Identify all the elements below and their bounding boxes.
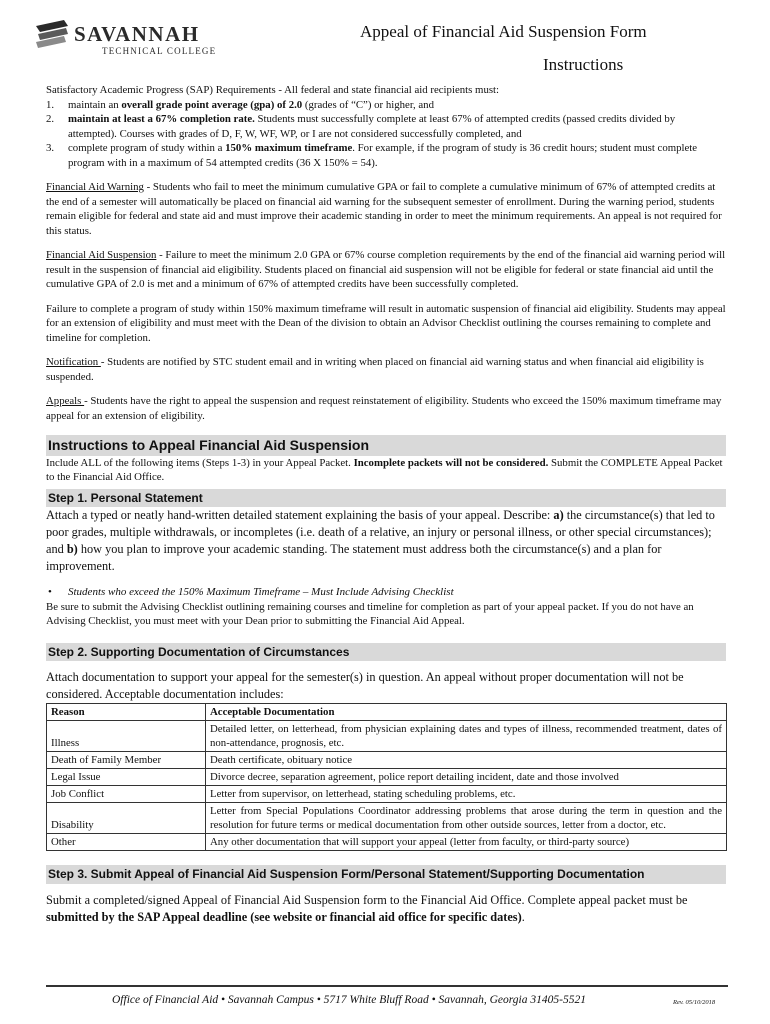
requirement-emphasis: maintain at least a 67% completion rate.	[68, 113, 255, 125]
table-cell-documentation: Letter from supervisor, on letterhead, stating scheduling problems, etc.	[206, 786, 727, 803]
table-cell-reason: Other	[47, 834, 206, 851]
table-row	[47, 786, 727, 803]
spacer	[46, 884, 726, 892]
college-logo	[34, 14, 224, 64]
list-number: 3.	[46, 142, 55, 154]
spacer	[46, 575, 726, 585]
spacer	[46, 384, 726, 394]
form-title: Appeal of Financial Aid Suspension Form	[360, 22, 647, 41]
appeals-label: Appeals	[46, 395, 85, 407]
financial-aid-suspension-text: - Failure to meet the minimum 2.0 GPA or 67% course completion requirements by the end of the financial aid warning period will result in the suspension of financial aid eligibility. Students placed on financial aid suspension will not be eligible for federal or state financial aid until the cumulative GPA of 2.0 is met and a minimum of 67% of attempted credits have been successfully completed.	[46, 249, 726, 290]
table-cell-documentation: Letter from Special Populations Coordinator addressing problems that arose during the term in question and the resolution for future terms or medical documentation from other outside sources, letter from a doctor, etc.	[206, 803, 727, 834]
financial-aid-warning-text: - Students who fail to meet the minimum cumulative GPA or fail to complete a cumulative minimum of 67% of attempted credits at the end of a semester will automatically be placed on financial aid warning for the subsequent semester of enrollment. During the warning period, students remain eligible for federal and state aid and must improve their academic standing in order to meet the minimum requirements. An appeal is not required for this status.	[46, 181, 722, 237]
step1-paragraph	[46, 507, 726, 575]
table-cell-documentation: Any other documentation that will support your appeal (letter from faculty, or third-party source)	[206, 834, 727, 851]
step1-text: Attach a typed or neatly hand-written detailed statement explaining the basis of your appeal. Describe:	[46, 508, 554, 522]
college-logo-subtitle: TECHNICAL COLLEGE	[102, 46, 217, 56]
spacer	[46, 423, 726, 431]
requirement-text: . For example, if the program of study is 36 credit hours; student must complete program with in a maximum of 54 attempted credits (36 X 150% = 54).	[68, 142, 698, 169]
step1-text: how you plan to improve your academic standing. The statement must address both the circumstance(s) and a plan for improvement.	[46, 542, 662, 573]
bullet-icon: •	[48, 586, 52, 598]
financial-aid-suspension-label: Financial Aid Suspension	[46, 249, 157, 261]
form-subtitle: Instructions	[543, 55, 624, 74]
financial-aid-suspension-paragraph	[46, 248, 726, 292]
table-cell-documentation: Death certificate, obituary notice	[206, 752, 727, 769]
form-body	[46, 83, 726, 926]
step2-heading: Step 2. Supporting Documentation of Circumstances	[46, 643, 726, 662]
financial-aid-warning-paragraph	[46, 180, 726, 238]
table-row	[47, 769, 727, 786]
spacer	[46, 851, 726, 861]
advising-checklist-bullet-text: Students who exceed the 150% Maximum Timeframe – Must Include Advising Checklist	[68, 586, 454, 598]
table-row	[47, 834, 727, 851]
step3-text: Submit a completed/signed Appeal of Financial Aid Suspension form to the Financial Aid Office. Complete appeal packet must be	[46, 892, 688, 907]
requirement-text: maintain an	[68, 98, 122, 111]
step3-emphasis: submitted by the SAP Appeal deadline (see website or financial aid office for specific dates)	[46, 909, 522, 924]
step1-marker-a: a)	[553, 508, 564, 522]
step1-heading: Step 1. Personal Statement	[46, 489, 726, 508]
table-row	[47, 803, 727, 834]
financial-aid-warning-label: Financial Aid Warning	[46, 181, 144, 193]
table-cell-documentation: Detailed letter, on letterhead, from physician explaining dates and types of illness, recommended treatment, dates of non-attendance, prognosis, etc.	[206, 721, 727, 752]
step1-marker-b: b)	[66, 542, 78, 556]
list-number: 1.	[46, 98, 55, 111]
footer-address: Office of Financial Aid • Savannah Campus • 5717 White Bluff Road • Savannah, Georgia 31405-5521	[112, 994, 586, 1006]
table-cell-reason: Job Conflict	[47, 786, 206, 803]
table-cell-reason: Illness	[47, 721, 206, 752]
step1-text: the circumstance(s) that led to poor grades, multiple withdrawals, or incompletes (i.e. death of a relative, an injury or personal illness, or other special circumstances); and	[46, 508, 715, 556]
table-cell-reason: Legal Issue	[47, 769, 206, 786]
advising-checklist-note: Be sure to submit the Advising Checklist outlining remaining courses and timeline for completion as part of your appeal packet. If you do not have an Advising Checklist, you must meet with your Dean prior to submitting the Financial Aid Appeal.	[46, 600, 694, 627]
table-header-documentation: Acceptable Documentation	[206, 704, 727, 721]
spacer	[46, 661, 726, 669]
table-header-reason: Reason	[47, 704, 206, 721]
sap-requirement-2	[46, 112, 726, 141]
step3-heading: Step 3. Submit Appeal of Financial Aid Suspension Form/Personal Statement/Supporting Documentation	[46, 865, 726, 884]
requirement-emphasis: 150% maximum timeframe	[225, 142, 353, 154]
requirement-text: (grades of “C”) or higher, and	[302, 98, 434, 111]
table-row	[47, 721, 727, 752]
spacer	[46, 629, 726, 639]
spacer	[46, 292, 726, 302]
list-number: 2.	[46, 113, 55, 125]
instructions-text: Submit the COMPLETE Appeal Packet to the Financial Aid Office.	[46, 456, 723, 483]
step3-text: .	[521, 909, 525, 924]
step2-paragraph: Attach documentation to support your appeal for the semester(s) in question. An appeal without proper documentation will not be considered. Acceptable documentation includes:	[46, 670, 684, 701]
instructions-emphasis: Incomplete packets will not be considered.	[353, 456, 549, 469]
instructions-heading: Instructions to Appeal Financial Aid Suspension	[46, 435, 726, 456]
sap-requirements-list	[46, 98, 726, 171]
documentation-table	[46, 703, 727, 851]
appeals-text: - Students have the right to appeal the suspension and request reinstatement of eligibility. Students who exceed the 150% maximum timeframe may appeal for an extension of eligibility.	[46, 395, 722, 422]
spacer	[46, 345, 726, 355]
notification-text: - Students are notified by STC student email and in writing when placed on financial aid warning status and when financial aid eligibility is suspended.	[46, 356, 704, 383]
advising-checklist-bullet	[46, 585, 726, 600]
college-logo-name: SAVANNAH	[74, 22, 200, 46]
table-cell-documentation: Divorce decree, separation agreement, police report detailing incident, date and those involved	[206, 769, 727, 786]
notification-label: Notification	[46, 356, 101, 368]
appeals-paragraph	[46, 394, 726, 423]
instructions-paragraph	[46, 456, 726, 485]
sap-intro: Satisfactory Academic Progress (SAP) Requirements - All federal and state financial aid recipients must:	[46, 84, 500, 96]
sap-requirement-1	[46, 98, 726, 113]
table-cell-reason: Disability	[47, 803, 206, 834]
notification-paragraph	[46, 355, 726, 384]
table-header-row	[47, 704, 727, 721]
requirement-emphasis: overall grade point average (gpa) of 2.0	[121, 98, 303, 111]
table-row	[47, 752, 727, 769]
spacer	[46, 170, 726, 180]
requirement-text: complete program of study within a	[68, 142, 226, 154]
revision-date: Rev. 05/10/2018	[673, 999, 716, 1006]
spacer	[46, 238, 726, 248]
timeframe-paragraph: Failure to complete a program of study within 150% maximum timeframe will result in automatic suspension of financial aid eligibility. Students may appeal for an extension of eligibility and must meet with the Dean of the division to obtain an Advisor Checklist outlining the courses remaining to complete and timeline for completion.	[46, 302, 726, 344]
table-cell-reason: Death of Family Member	[47, 752, 206, 769]
sap-requirement-3	[46, 141, 726, 170]
instructions-text: Include ALL of the following items (Steps 1-3) in your Appeal Packet.	[46, 456, 354, 469]
footer-divider	[46, 985, 728, 987]
step3-paragraph	[46, 892, 726, 926]
requirement-text: Students must successfully complete at least 67% of attempted credits (passed credits divided by attempted). Courses with grades of D, F, W, WF, WP, or I are not considered successfully completed, and	[68, 113, 676, 140]
college-logo-mark	[34, 14, 70, 54]
